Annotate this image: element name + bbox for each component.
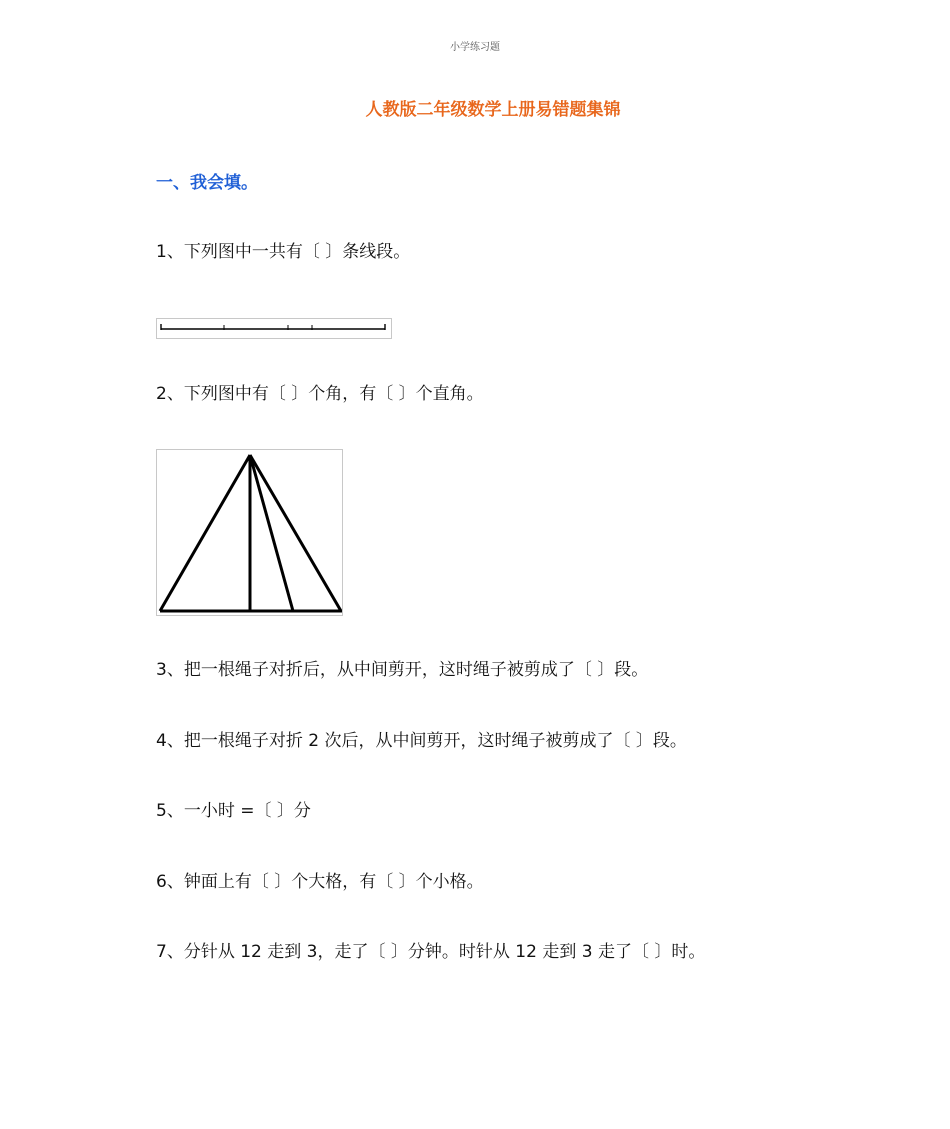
question-2: 2、下列图中有〔 〕个角，有〔 〕个直角。 [156, 384, 484, 404]
triangle-left-side [160, 455, 250, 611]
section-title: 一、我会填。 [156, 173, 258, 193]
triangle-figure [156, 449, 343, 616]
question-4: 4、把一根绳子对折 2 次后，从中间剪开，这时绳子被剪成了〔 〕段。 [156, 731, 687, 751]
line-segment-figure [156, 318, 392, 339]
triangle-right-side [250, 455, 341, 611]
triangle-drawing [157, 450, 342, 615]
question-7: 7、分针从 12 走到 3，走了〔 〕分钟。时针从 12 走到 3 走了〔 〕时。 [156, 942, 706, 962]
triangle-inner-line [250, 455, 293, 611]
document-title: 人教版二年级数学上册易错题集锦 [365, 100, 621, 120]
question-5: 5、一小时 =〔 〕分 [156, 801, 311, 821]
question-1: 1、下列图中一共有〔 〕条线段。 [156, 242, 411, 262]
question-3: 3、把一根绳子对折后，从中间剪开，这时绳子被剪成了〔 〕段。 [156, 660, 649, 680]
page-header: 小学练习题 [450, 42, 500, 53]
line-segment-drawing [157, 319, 391, 338]
question-6: 6、钟面上有〔 〕个大格，有〔 〕个小格。 [156, 872, 484, 892]
